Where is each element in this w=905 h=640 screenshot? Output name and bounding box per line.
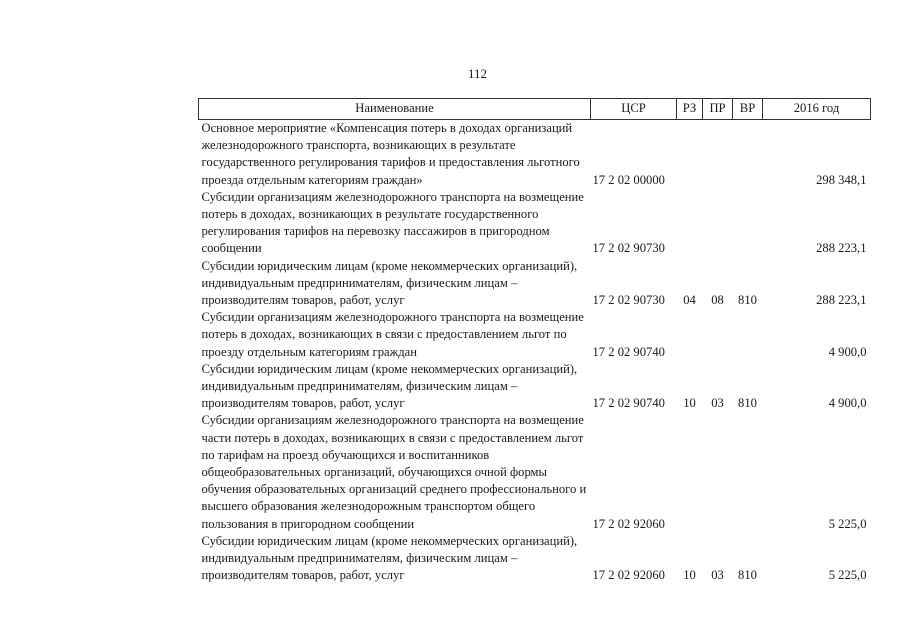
table-row <box>199 189 871 258</box>
header-year: 2016 год <box>763 99 871 120</box>
row-pr: 03 <box>711 568 724 583</box>
row-pr <box>703 120 733 189</box>
table-row <box>199 120 871 189</box>
row-rz: 10 <box>683 568 696 583</box>
row-amount: 4 900,0 <box>828 396 867 411</box>
row-csr: 17 2 02 92060 <box>592 516 665 531</box>
header-pr: ПР <box>703 99 733 120</box>
table-header <box>199 99 871 120</box>
header-row <box>199 99 871 120</box>
row-rz <box>677 189 703 258</box>
table-row <box>199 258 871 310</box>
row-vr <box>733 189 763 258</box>
row-amount: 288 223,1 <box>816 293 867 308</box>
row-vr <box>733 309 763 361</box>
row-name: Основное мероприятие «Компенсация потерь в доходах организаций железнодорожного транспорта, возникающих в результате государственного регулирования тарифов и предоставления льготного проезда отдельным категориям граждан» <box>201 121 580 187</box>
row-amount: 4 900,0 <box>828 344 867 359</box>
row-pr <box>703 412 733 532</box>
row-vr <box>733 120 763 189</box>
row-name: Субсидии организациям железнодорожного транспорта на возмещение потерь в доходах, возникающих в результате государственного регулирования тарифов на перевозку пассажиров в пригородном сообщении <box>201 189 584 256</box>
row-name: Субсидии организациям железнодорожного транспорта на возмещение части потерь в доходах, возникающих в связи с предоставлением льгот по тарифам на проезд обучающихся и воспитанников общеобразовательных организаций, обучающихся очной формы обучения образовательных организаций среднего профессионального и высшего образования железнодорожным транспортом общего пользования в пригородном сообщении <box>201 413 587 531</box>
budget-table-container <box>198 98 870 584</box>
table-row <box>199 309 871 361</box>
row-vr <box>733 412 763 532</box>
row-name: Субсидии организациям железнодорожного транспорта на возмещение потерь в доходах, возникающих в связи с предоставлением льгот по проезду отдельным категориям граждан <box>201 310 584 359</box>
row-amount: 5 225,0 <box>828 516 867 531</box>
header-rz: РЗ <box>677 99 703 120</box>
row-csr: 17 2 02 90730 <box>592 293 665 308</box>
row-csr: 17 2 02 90740 <box>592 344 665 359</box>
table-row <box>199 361 871 413</box>
row-csr: 17 2 02 90730 <box>592 241 665 256</box>
row-vr: 810 <box>738 568 757 583</box>
row-name: Субсидии юридическим лицам (кроме некоммерческих организаций), индивидуальным предпринимателям, физическим лицам – производителям товаров, работ, услуг <box>201 258 578 308</box>
row-rz: 04 <box>683 293 696 308</box>
budget-table <box>198 98 871 584</box>
row-pr <box>703 309 733 361</box>
header-vr: ВР <box>733 99 763 120</box>
row-pr: 03 <box>711 396 724 411</box>
row-amount: 298 348,1 <box>816 172 867 187</box>
row-csr: 17 2 02 90740 <box>592 396 665 411</box>
table-body <box>199 120 871 585</box>
header-csr: ЦСР <box>591 99 677 120</box>
table-row <box>199 533 871 585</box>
header-name: Наименование <box>199 99 591 120</box>
row-csr: 17 2 02 00000 <box>592 172 665 187</box>
row-pr: 08 <box>711 293 724 308</box>
table-row <box>199 412 871 532</box>
row-rz <box>677 120 703 189</box>
row-rz <box>677 412 703 532</box>
row-rz: 10 <box>683 396 696 411</box>
row-name: Субсидии юридическим лицам (кроме некоммерческих организаций), индивидуальным предпринимателям, физическим лицам – производителям товаров, работ, услуг <box>201 533 578 583</box>
row-vr: 810 <box>738 293 757 308</box>
row-csr: 17 2 02 92060 <box>592 568 665 583</box>
row-name: Субсидии юридическим лицам (кроме некоммерческих организаций), индивидуальным предпринимателям, физическим лицам – производителям товаров, работ, услуг <box>201 361 578 411</box>
row-pr <box>703 189 733 258</box>
row-rz <box>677 309 703 361</box>
page-number: 112 <box>467 66 488 81</box>
row-vr: 810 <box>738 396 757 411</box>
row-amount: 288 223,1 <box>816 241 867 256</box>
row-amount: 5 225,0 <box>828 568 867 583</box>
